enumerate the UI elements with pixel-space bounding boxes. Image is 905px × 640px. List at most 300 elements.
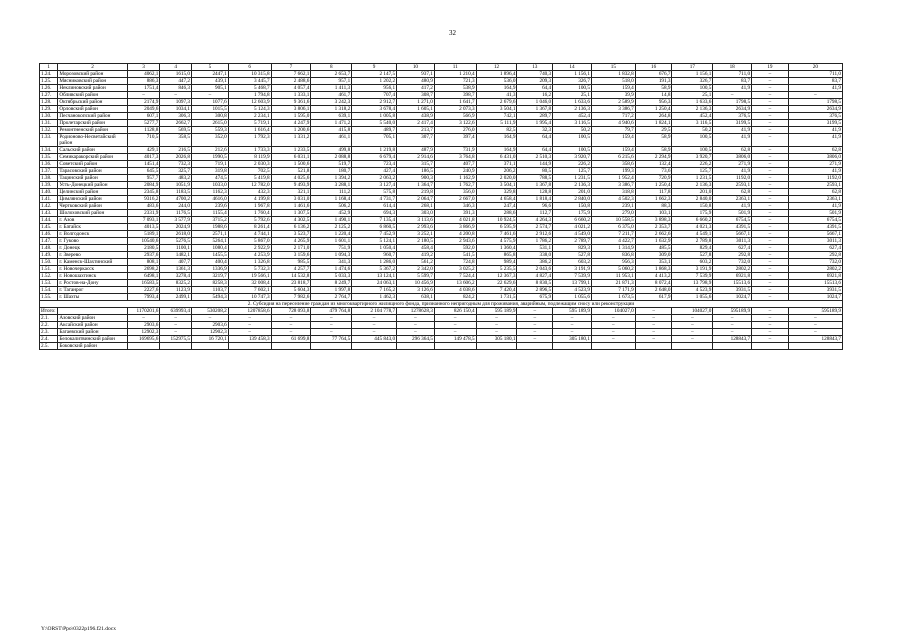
value-cell: 3 025,2 [434,266,476,273]
value-cell: 3 920,7 [672,154,713,161]
value-cell: 518,0 [591,78,635,85]
value-cell: 1 367,8 [517,182,553,189]
value-cell: 432,3 [228,189,271,196]
value-cell: 100,5 [672,134,713,147]
value-cell: 9316,2 [127,196,160,203]
value-cell: 10 315,8 [228,71,271,78]
value-cell: 8325,2 [160,280,192,287]
value-cell: 2 294,9 [635,154,672,161]
value-cell: 7 211,7 [591,231,635,238]
value-cell: 376,5 [713,113,752,120]
value-cell: 501,9 [788,210,842,217]
value-cell: 61 699,8 [271,336,311,343]
value-cell: 8 830,5 [517,280,553,287]
value-cell: 64,4 [517,85,553,92]
value-cell: 5 732,3 [228,266,271,273]
value-cell: 58,9 [635,147,672,154]
value-cell: 788,5 [517,175,553,182]
value-cell: 808,1 [127,259,160,266]
value-cell: 276,0 [434,127,476,134]
value-cell: 4 038,6 [434,287,476,294]
value-cell: 1 471,2 [311,120,352,127]
value-cell: 150,8 [553,203,592,210]
value-cell: 731,9 [434,147,476,154]
row-code: 1.47. [40,238,58,245]
value-cell: 566,9 [434,113,476,120]
value-cell: – [517,315,553,322]
value-cell: – [713,329,752,336]
value-cell: 474,5 [192,175,229,182]
value-cell: 16,2 [517,92,553,99]
municipality-name: Советский район [58,161,127,168]
value-cell: 4 575,9 [476,238,517,245]
value-cell: – [434,322,476,329]
value-cell: 1051,9 [160,182,192,189]
value-cell: 2 180,5 [397,238,435,245]
value-cell: 13 798,9 [672,280,713,287]
value-cell: 8 119,9 [228,154,271,161]
row-code: 1.49. [40,252,58,259]
value-cell: 1 824,1 [635,120,672,127]
value-cell: 439,1 [192,78,229,85]
value-cell: 309,0 [635,252,672,259]
value-cell: 732,0 [713,259,752,266]
value-cell: 1128,8 [127,127,160,134]
row-code: 1.46. [40,231,58,238]
table-row [40,113,843,120]
value-cell: 3011,3 [713,238,752,245]
value-cell: 5 060,2 [591,266,635,273]
value-cell: 199,3 [591,168,635,175]
column-number: 17 [672,64,713,71]
value-cell: 29,5 [635,127,672,134]
value-cell: 2802,2 [788,266,842,273]
value-cell: 5264,1 [192,238,229,245]
value-cell: 279,0 [591,210,635,217]
value-cell: 128,8 [517,189,553,196]
value-cell: 159,4 [591,134,635,147]
value-cell: 2 417,4 [397,120,435,127]
value-cell: 559,3 [192,127,229,134]
value-cell: 541,5 [434,252,476,259]
value-cell: 960,7 [352,252,397,259]
subsidy-table [39,63,843,350]
municipality-name: Мясниковский район [58,78,127,85]
value-cell: 1 231,5 [553,175,592,182]
value-cell: 3 445,7 [228,78,271,85]
value-cell: 415,8 [311,127,352,134]
table-row [40,189,843,196]
value-cell: 3 159,6 [271,252,311,259]
value-cell: – [752,92,789,99]
row-code: 1.33. [40,134,58,147]
value-cell: – [591,336,635,343]
value-cell: 886,3 [127,78,160,85]
value-cell: 4 200,8 [434,231,476,238]
value-cell: 1015,5 [192,106,229,113]
row-code: 1.38. [40,175,58,182]
value-cell [127,343,160,350]
municipality-name: г. Батайск [58,224,127,231]
value-cell: 1 156,1 [672,71,713,78]
value-cell: – [397,315,435,322]
value-cell: 271,9 [713,161,752,168]
municipality-name: г. Волгодонск [58,231,127,238]
value-cell: 14,8 [635,92,672,99]
value-cell: 2 789,8 [672,238,713,245]
column-number: 16 [635,64,672,71]
value-cell [352,343,397,350]
value-cell: – [752,85,789,92]
value-cell: – [311,315,352,322]
value-cell: 15513,6 [713,280,752,287]
value-cell: 1 333,1 [271,92,311,99]
value-cell: – [788,92,842,99]
value-cell: 2593,1 [788,182,842,189]
value-cell: 1451,4 [127,161,160,168]
value-cell: 2 912,6 [517,231,553,238]
value-cell: – [476,315,517,322]
value-cell: 4 523,9 [672,287,713,294]
value-cell: 1 760,4 [228,210,271,217]
value-cell [672,343,713,350]
value-cell: – [752,175,789,182]
table-row [40,85,843,92]
value-cell: 2802,2 [713,266,752,273]
value-cell: 639,1 [311,113,352,120]
value-cell: 2 653,7 [311,71,352,78]
value-cell: 305 180,1 [476,336,517,343]
value-cell: 452,9 [311,210,352,217]
value-cell: 1 055,6 [553,294,592,301]
value-cell: 2 667,0 [434,196,476,203]
table-row [40,259,843,266]
value-cell: 1 641,7 [434,99,476,106]
column-number: 4 [160,64,192,71]
value-cell: 1361,3 [160,266,192,273]
table-row [40,322,843,329]
value-cell: – [160,92,192,99]
value-cell: 829,3 [553,245,592,252]
value-cell: 62,8 [788,189,842,196]
value-cell: 319,8 [192,168,229,175]
value-cell: – [271,315,311,322]
value-cell: 7993,4 [127,294,160,301]
value-cell: 829,4 [672,245,713,252]
value-cell: 2 088,8 [311,154,352,161]
table-row [40,127,843,134]
value-cell: 711,0 [713,71,752,78]
value-cell: 1 601,1 [311,238,352,245]
value-cell: 100,5 [553,85,592,92]
value-cell: 1 250,4 [635,106,672,113]
municipality-name: Обливский район [58,92,127,99]
value-cell: 83,7 [713,78,752,85]
value-cell: 2447,1 [192,71,229,78]
value-cell: 694,3 [352,210,397,217]
value-cell [788,343,842,350]
value-cell: 41,9 [713,134,752,147]
row-code: 2.5. [40,343,58,350]
value-cell: – [752,203,789,210]
value-cell: – [192,92,229,99]
value-cell: 6754,5 [713,217,752,224]
value-cell: 2 589,9 [591,99,635,106]
value-cell: 9 493,9 [271,182,311,189]
municipality-name: Октябрьский район [58,99,127,106]
value-cell: 2 125,2 [311,224,352,231]
value-cell: 458,4 [397,245,435,252]
value-cell: 325,7 [160,168,192,175]
value-cell: – [591,329,635,336]
table-row [40,273,843,280]
value-cell: 391,3 [434,210,476,217]
table-row [40,231,843,238]
value-cell: – [752,127,789,134]
value-cell: 3 764,8 [434,154,476,161]
value-cell: 627,4 [788,245,842,252]
value-cell: 206,2 [476,168,517,175]
value-cell: 1 616,4 [228,127,271,134]
value-cell: 4 940,6 [591,120,635,127]
value-cell: 5 111,9 [476,120,517,127]
value-cell: 707,4 [352,92,397,99]
row-code: 1.36. [40,161,58,168]
value-cell: 2 136,3 [553,106,592,113]
value-cell: 724,8 [434,259,476,266]
value-cell: 2593,1 [713,182,752,189]
value-cell: 2 840,0 [672,196,713,203]
value-cell: 3 031,0 [271,196,311,203]
value-cell: 1183,5 [160,189,192,196]
value-cell: 452,4 [553,113,592,120]
column-number: 10 [397,64,435,71]
value-cell: 1 055,6 [672,294,713,301]
value-cell: 732,0 [788,259,842,266]
value-cell: 2227,6 [127,287,160,294]
value-cell: 1 633,6 [553,99,592,106]
value-cell: 5 367,2 [352,266,397,273]
value-cell: 2 342,0 [397,266,435,273]
value-cell: 300,8 [192,113,229,120]
value-cell: – [228,315,271,322]
value-cell: 144,9 [517,161,553,168]
value-cell: 6 215,6 [591,154,635,161]
value-cell [228,343,271,350]
value-cell: 4 744,1 [228,231,271,238]
value-cell: 216,5 [160,147,192,154]
value-cell: 721,3 [434,78,476,85]
municipality-name: Целинский район [58,189,127,196]
value-cell: 24 063,1 [352,280,397,287]
total-value: 479 764,8 [311,308,352,315]
value-cell: 1455,5 [192,252,229,259]
value-cell: 957,7 [127,175,160,182]
total-value: – [752,308,789,315]
value-cell: 6921,8 [788,273,842,280]
section-heading-row [40,301,843,308]
value-cell: – [434,329,476,336]
column-number: 18 [713,64,752,71]
value-cell [752,343,789,350]
table-row [40,336,843,343]
value-cell: 527,8 [553,252,592,259]
value-cell: 561,2 [397,259,435,266]
value-cell: 1155,4 [192,210,229,217]
value-cell: – [635,315,672,322]
total-row [40,308,843,315]
value-cell: 617,9 [635,294,672,301]
value-cell: 740,3 [517,71,553,78]
value-cell: 2618,0 [160,231,192,238]
value-cell: 1080,4 [192,245,229,252]
table-row [40,71,843,78]
value-cell: 400,4 [192,259,229,266]
value-cell: 21 871,3 [591,280,635,287]
value-cell: 2903,6 [127,322,160,329]
value-cell: 2 353,7 [635,224,672,231]
value-cell: 1024,7 [788,294,842,301]
value-cell: 1 997,8 [311,287,352,294]
value-cell: 244,0 [160,203,192,210]
row-code: 1.44. [40,217,58,224]
value-cell: – [271,322,311,329]
row-code: 2.3. [40,329,58,336]
value-cell: 132,4 [635,161,672,168]
value-cell: 2 488,6 [271,78,311,85]
value-cell: 2363,1 [713,196,752,203]
value-cell: – [160,315,192,322]
municipality-name: г. Зверево [58,252,127,259]
total-value: 595189,9 [788,308,842,315]
value-cell: – [752,147,789,154]
value-cell: 1990,5 [192,154,229,161]
value-cell: 25,1 [553,92,592,99]
value-cell: 676,7 [635,71,672,78]
value-cell: 2 993,6 [397,224,435,231]
value-cell: 5277,7 [127,120,160,127]
value-cell: 521,8 [271,168,311,175]
value-cell: 2634,9 [713,106,752,113]
value-cell: 957,1 [311,78,352,85]
value-cell: 58,9 [635,134,672,147]
value-cell: 487,9 [397,147,435,154]
value-cell: 2180,5 [127,245,160,252]
value-cell: 6 679,4 [352,154,397,161]
row-code: 1.52. [40,273,58,280]
value-cell: 6754,5 [788,217,842,224]
value-cell: 751,9 [311,245,352,252]
value-cell: 5 867,0 [228,238,271,245]
value-cell: 1033,0 [192,182,229,189]
value-cell: 956,1 [352,85,397,92]
table-row [40,99,843,106]
value-cell: 985,5 [271,259,311,266]
value-cell: 6 660,2 [553,217,592,224]
municipality-name: г. Таганрог [58,287,127,294]
value-cell: 306,3 [160,113,192,120]
value-cell: 4 057,4 [271,85,311,92]
value-cell: 191,3 [635,78,672,85]
value-cell: 506,2 [311,203,352,210]
value-cell: 3 116,5 [553,120,592,127]
value-cell: 58,9 [635,85,672,92]
value-cell: 268,1 [397,203,435,210]
total-value: 595 189,9 [476,308,517,315]
value-cell: 3199,5 [713,120,752,127]
column-number: 19 [752,64,789,71]
value-cell: 7 539,9 [553,273,592,280]
value-cell: 5 540,0 [352,120,397,127]
value-cell: 445 843,0 [352,336,397,343]
row-code: 2.2. [40,322,58,329]
value-cell: – [752,134,789,147]
value-cell: 742,1 [476,113,517,120]
value-cell: – [788,329,842,336]
total-value: 595 189,9 [553,308,592,315]
value-cell: 77 764,5 [311,336,352,343]
value-cell: – [752,329,789,336]
value-cell: 3 577,9 [160,217,192,224]
value-cell: 7 452,9 [352,231,397,238]
value-cell: 2 943,6 [434,238,476,245]
value-cell: – [591,315,635,322]
value-cell: 164,9 [476,147,517,154]
value-cell: 937,1 [397,71,435,78]
value-cell: 1 318,2 [311,106,352,113]
value-cell: 398,7 [434,92,476,99]
value-cell: – [752,231,789,238]
value-cell: 64,4 [517,147,553,154]
value-cell: 7 982,6 [271,294,311,301]
value-cell: 702,5 [228,168,271,175]
value-cell: 10540,6 [127,238,160,245]
value-cell: 1100,1 [160,245,192,252]
value-cell: – [713,315,752,322]
file-path-footer: Y:\ORST\Ppo\0322p196.f21.docx [41,626,116,632]
value-cell: 3 127,4 [352,182,397,189]
value-cell: 41,9 [788,203,842,210]
total-value: 1278628,3 [397,308,435,315]
value-cell: – [752,224,789,231]
value-cell: 292,8 [788,252,842,259]
row-code: 1.45. [40,224,58,231]
row-code: 1.28. [40,99,58,106]
value-cell: 2 679,6 [476,99,517,106]
value-cell: 483,6 [127,203,160,210]
value-cell: 2345,8 [127,189,160,196]
municipality-name: Чертковский район [58,203,127,210]
value-cell: – [752,189,789,196]
value-cell: 2 136,3 [672,182,713,189]
total-value: 2 104 778,7 [352,308,397,315]
value-cell: 6 660,2 [672,217,713,224]
value-cell: – [752,120,789,127]
value-cell [517,343,553,350]
value-cell: 2 063,2 [352,175,397,182]
value-cell: 8 261,4 [228,224,271,231]
value-cell: 247,4 [476,203,517,210]
value-cell: 159,4 [591,85,635,92]
page-number: 32 [449,29,456,37]
value-cell: – [271,329,311,336]
value-cell: 112,7 [517,210,553,217]
value-cell: 2 030,3 [228,161,271,168]
value-cell: 4 302,5 [271,217,311,224]
value-cell: 1336,9 [192,266,229,273]
value-cell: 117,8 [635,189,672,196]
value-cell: 1 818,4 [517,196,553,203]
